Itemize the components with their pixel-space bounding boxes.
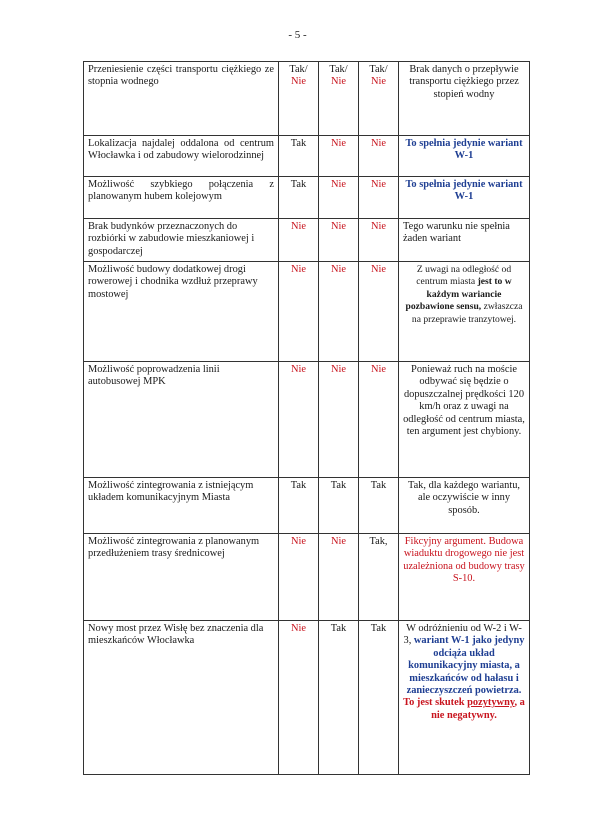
- variant-w1-cell: Nie: [279, 621, 319, 775]
- variant-w3-cell: Nie: [359, 362, 399, 478]
- value-text: Nie: [370, 76, 386, 88]
- comment-cell: [399, 262, 530, 362]
- criterion-cell: Możliwość zintegrowania z planowanym przedłużeniem trasy średnicowej: [84, 534, 279, 621]
- criterion-cell: Możliwość zintegrowania z istniejącym układem komunikacyjnym Miasta: [84, 478, 279, 534]
- variant-w1-cell: Tak: [279, 136, 319, 177]
- page-number: - 5 -: [288, 29, 307, 41]
- criterion-cell: Przeniesienie części transportu ciężkiego ze stopnia wodnego: [84, 62, 279, 136]
- variant-w2-cell: Nie: [319, 136, 359, 177]
- variant-w3-cell: [359, 62, 399, 136]
- comment-emphasis: jest to w każdym wariancie pozbawione sensu,: [405, 276, 512, 313]
- variant-w1-cell: Nie: [279, 362, 319, 478]
- value-text: Tak/: [329, 64, 348, 75]
- variant-w1-cell: Nie: [279, 262, 319, 362]
- criterion-cell: Lokalizacja najdalej oddalona od centrum Włocławka i od zabudowy wielorodzinnej: [84, 136, 279, 177]
- comment-cell: [399, 621, 530, 775]
- comment-emphasis: pozytywny: [467, 697, 515, 709]
- comment-cell: To spełnia jedynie wariant W-1: [399, 136, 530, 177]
- criterion-cell: Nowy most przez Wisłę bez znaczenia dla mieszkańców Włocławka: [84, 621, 279, 775]
- value-text: Nie: [330, 76, 346, 88]
- comment-emphasis: To jest skutek: [403, 697, 468, 709]
- variant-w3-cell: Nie: [359, 262, 399, 362]
- comment-cell: Fikcyjny argument. Budowa wiaduktu drogowego nie jest uzależniona od budowy trasy S-10.: [399, 534, 530, 621]
- variant-w3-cell: Tak: [359, 478, 399, 534]
- variant-w2-cell: Tak: [319, 621, 359, 775]
- value-text: Tak/: [369, 64, 388, 75]
- table-row: [84, 177, 530, 219]
- comment-cell: Ponieważ ruch na moście odbywać się będzie o dopuszczalnej prędkości 120 km/h oraz z uwagi na odległość od centrum miasta, ten argument jest chybiony.: [399, 362, 530, 478]
- variant-w2-cell: Nie: [319, 177, 359, 219]
- comment-cell: Tego warunku nie spełnia żaden wariant: [399, 219, 530, 262]
- table-row: [84, 136, 530, 177]
- table-row: [84, 262, 530, 362]
- value-text: Nie: [290, 76, 306, 88]
- comment-emphasis: , a nie negatywny.: [431, 697, 525, 721]
- table-row: [84, 478, 530, 534]
- table-row: [84, 621, 530, 775]
- table-row: [84, 534, 530, 621]
- criteria-table: [83, 61, 530, 775]
- variant-w3-cell: Nie: [359, 177, 399, 219]
- variant-w1-cell: Nie: [279, 219, 319, 262]
- criterion-cell: Możliwość szybkiego połączenia z planowanym hubem kolejowym: [84, 177, 279, 219]
- variant-w1-cell: [279, 62, 319, 136]
- table-row: [84, 362, 530, 478]
- variant-w2-cell: Nie: [319, 219, 359, 262]
- variant-w3-cell: Tak: [359, 621, 399, 775]
- criterion-cell: Możliwość poprowadzenia linii autobusowej MPK: [84, 362, 279, 478]
- variant-w2-cell: Nie: [319, 362, 359, 478]
- criterion-cell: Brak budynków przeznaczonych do rozbiórki w zabudowie mieszkaniowej i gospodarczej: [84, 219, 279, 262]
- variant-w3-cell: Nie: [359, 136, 399, 177]
- variant-w3-cell: Nie: [359, 219, 399, 262]
- variant-w1-cell: Tak: [279, 478, 319, 534]
- comment-cell: To spełnia jedynie wariant W-1: [399, 177, 530, 219]
- table-row: [84, 62, 530, 136]
- variant-w2-cell: Tak: [319, 478, 359, 534]
- variant-w2-cell: Nie: [319, 262, 359, 362]
- table-row: [84, 219, 530, 262]
- criterion-cell: Możliwość budowy dodatkowej drogi rowerowej i chodnika wzdłuż przeprawy mostowej: [84, 262, 279, 362]
- variant-w2-cell: Nie: [319, 534, 359, 621]
- variant-w1-cell: Nie: [279, 534, 319, 621]
- comment-text: W odróżnieniu od W-2 i W-3,: [403, 623, 522, 647]
- value-text: Tak/: [289, 64, 308, 75]
- comment-cell: Brak danych o przepływie transportu ciężkiego przez stopień wodny: [399, 62, 530, 136]
- comment-cell: Tak, dla każdego wariantu, ale oczywiście w inny sposób.: [399, 478, 530, 534]
- variant-w3-cell: Tak,: [359, 534, 399, 621]
- comment-emphasis: wariant W-1 jako jedyny odciąża układ komunikacyjny miasta, a mieszkańców od hałasu i zanieczyszczeń powietrza.: [406, 635, 525, 697]
- comment-text: Z uwagi na odległość od centrum miasta: [416, 264, 512, 288]
- comment-text: zwłaszcza na przeprawie tranzytowej.: [411, 301, 523, 325]
- variant-w1-cell: Tak: [279, 177, 319, 219]
- variant-w2-cell: [319, 62, 359, 136]
